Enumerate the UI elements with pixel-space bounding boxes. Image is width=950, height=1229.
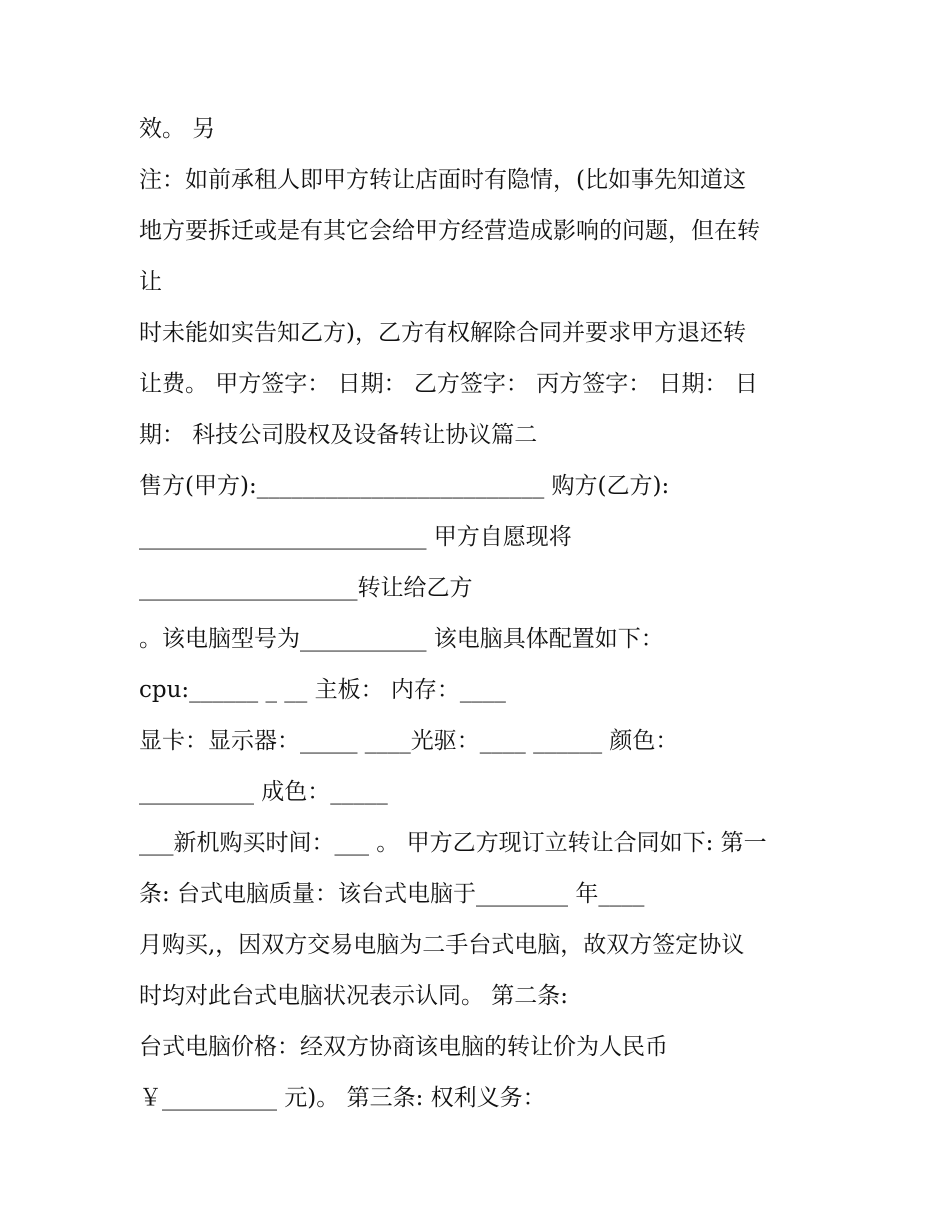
text-line: 月购买,，因双方交易电脑为二手台式电脑，故双方签定协议 (139, 932, 745, 958)
text-line: 注：如前承租人即甲方转让店面时有隐情，(比如事先知道这 (139, 167, 746, 193)
text-line: 让费。 甲方签字： 日期： 乙方签字： 丙方签字： 日期： 日 (139, 371, 758, 397)
text-line: 效。 另 (139, 116, 216, 142)
text-line: 让 (139, 269, 162, 295)
text-line: ___________________转让给乙方 (139, 575, 473, 601)
text-line: _________________________ 甲方自愿现将 (139, 524, 572, 550)
text-line: 售方(甲方):_________________________ 购方(乙方): (139, 473, 670, 499)
text-line: __________ 成色：_____ (139, 779, 388, 805)
document-body (139, 104, 819, 1124)
text-line: 时未能如实告知乙方)，乙方有权解除合同并要求甲方退还转 (139, 320, 746, 346)
text-line: 。该电脑型号为___________ 该电脑具体配置如下： (139, 626, 664, 652)
text-line: ___新机购买时间：___ 。 甲方乙方现订立转让合同如下: 第一 (139, 830, 767, 856)
text-line: 时均对此台式电脑状况表示认同。 第二条: (139, 983, 569, 1009)
text-line: 条: 台式电脑质量：该台式电脑于________ 年____ (139, 881, 645, 907)
text-line: ￥__________ 元)。 第三条: 权利义务： (139, 1085, 546, 1111)
text-line: 台式电脑价格：经双方协商该电脑的转让价为人民币 (139, 1034, 668, 1060)
text-line: cpu:______ _ __ 主板： 内存：____ (139, 677, 506, 703)
text-line: 期： 科技公司股权及设备转让协议篇二 (139, 422, 538, 448)
text-line: 显卡：显示器：_____ ____光驱：____ ______ 颜色： (139, 728, 679, 754)
text-line: 地方要拆迁或是有其它会给甲方经营造成影响的问题，但在转 (139, 218, 760, 244)
